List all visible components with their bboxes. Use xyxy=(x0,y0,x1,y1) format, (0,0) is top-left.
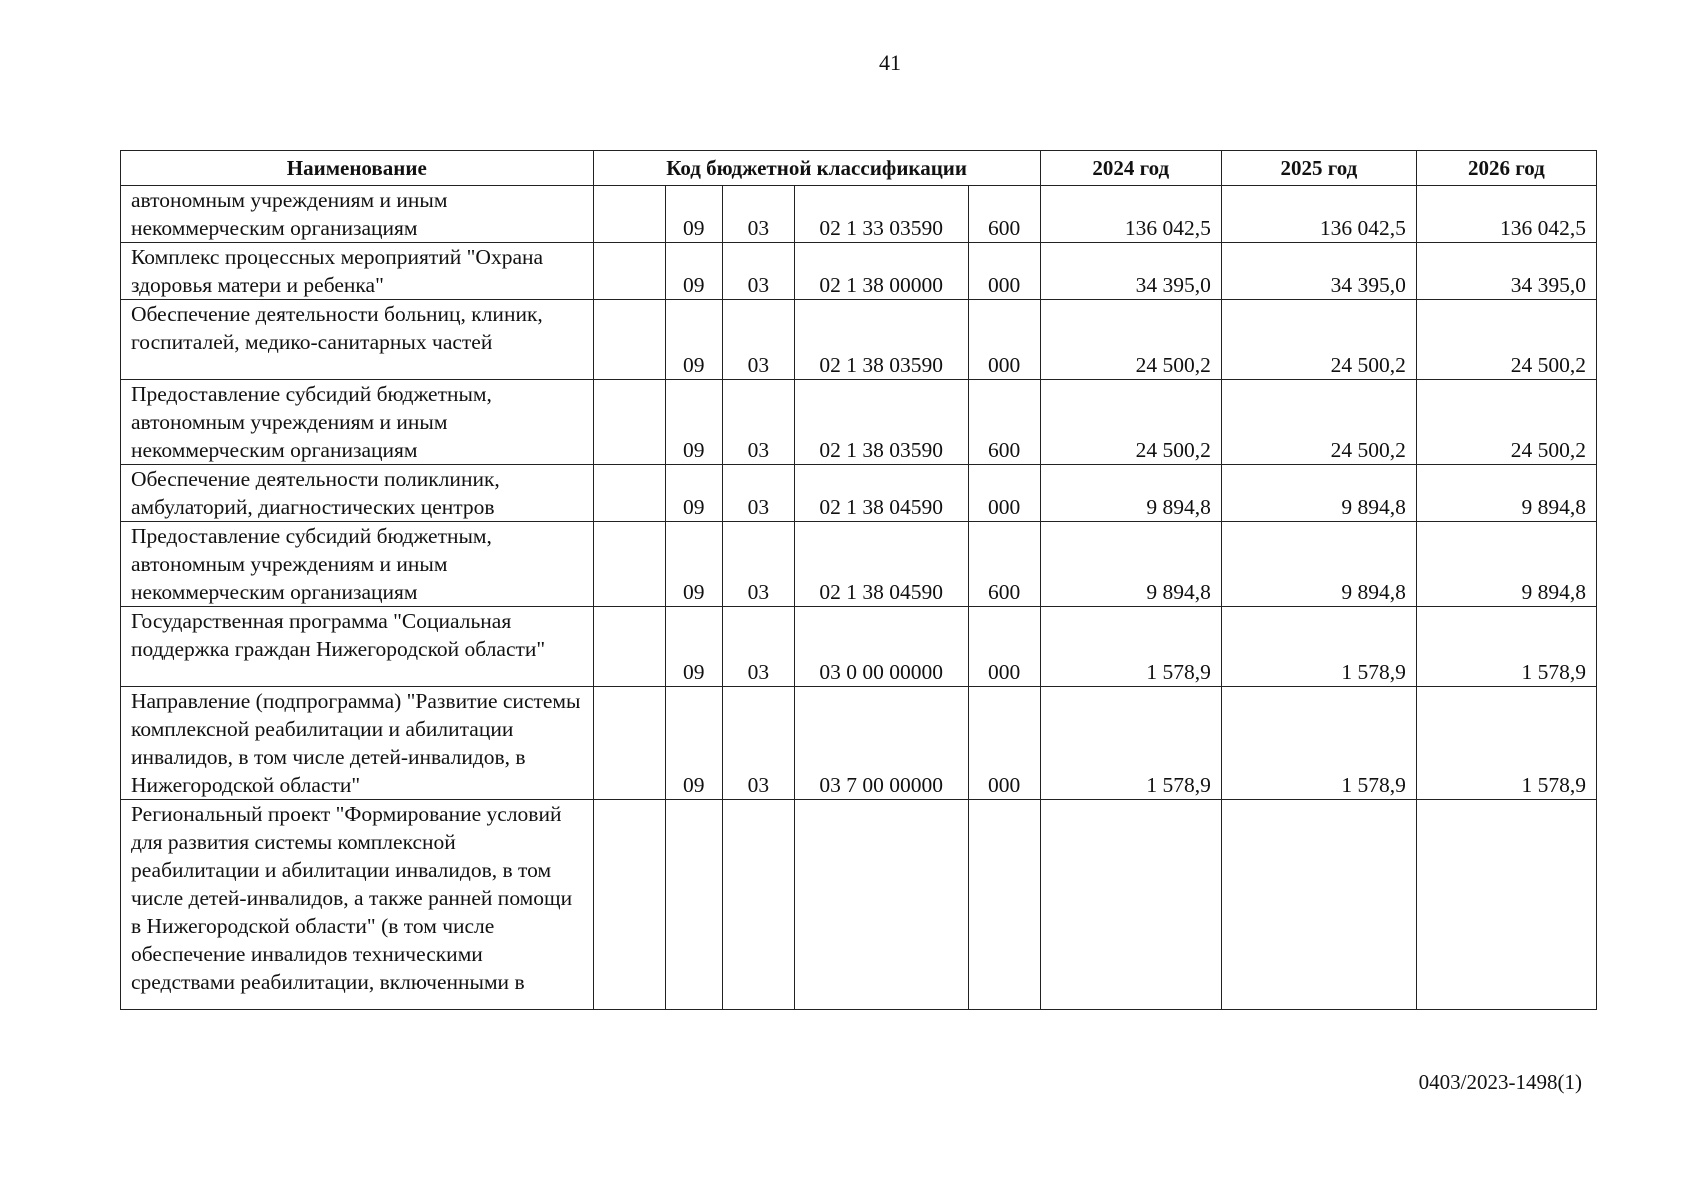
table-row xyxy=(121,687,1597,800)
row-name: Предоставление субсидий бюджетным, автономным учреждениям и иным некоммерческим организациям xyxy=(121,380,594,465)
row-code-subdivision: 03 xyxy=(722,607,794,687)
row-code-expense-type: 000 xyxy=(968,607,1040,687)
row-value-2025: 1 578,9 xyxy=(1221,687,1416,800)
row-value-2026: 24 500,2 xyxy=(1416,380,1596,465)
row-value-2024: 24 500,2 xyxy=(1040,300,1221,380)
page-number: 41 xyxy=(879,50,901,75)
row-code-section xyxy=(593,800,665,1010)
row-value-2025: 9 894,8 xyxy=(1221,465,1416,522)
row-name: Предоставление субсидий бюджетным, автономным учреждениям и иным некоммерческим организациям xyxy=(121,522,594,607)
row-code-expense-type: 000 xyxy=(968,243,1040,300)
row-code-division: 09 xyxy=(665,186,722,243)
row-name: Обеспечение деятельности больниц, клиник, госпиталей, медико-санитарных частей xyxy=(121,300,594,380)
header-2024: 2024 год xyxy=(1040,151,1221,186)
row-value-2025: 9 894,8 xyxy=(1221,522,1416,607)
row-code-section xyxy=(593,465,665,522)
row-code-division xyxy=(665,800,722,1010)
row-code-division: 09 xyxy=(665,522,722,607)
row-value-2026: 9 894,8 xyxy=(1416,465,1596,522)
row-name: Обеспечение деятельности поликлиник, амбулаторий, диагностических центров xyxy=(121,465,594,522)
header-code: Код бюджетной классификации xyxy=(593,151,1040,186)
row-code-subdivision: 03 xyxy=(722,465,794,522)
row-code-division: 09 xyxy=(665,300,722,380)
row-code-section xyxy=(593,186,665,243)
table-header-row xyxy=(121,151,1597,186)
row-value-2024: 9 894,8 xyxy=(1040,465,1221,522)
row-code-section xyxy=(593,522,665,607)
row-value-2024 xyxy=(1040,800,1221,1010)
row-value-2026: 1 578,9 xyxy=(1416,687,1596,800)
row-code-division: 09 xyxy=(665,380,722,465)
row-value-2026: 136 042,5 xyxy=(1416,186,1596,243)
row-value-2024: 136 042,5 xyxy=(1040,186,1221,243)
row-code-division: 09 xyxy=(665,607,722,687)
row-value-2024: 9 894,8 xyxy=(1040,522,1221,607)
row-code-target: 02 1 33 03590 xyxy=(794,186,968,243)
row-code-target: 02 1 38 03590 xyxy=(794,380,968,465)
row-value-2024: 1 578,9 xyxy=(1040,607,1221,687)
document-code: 0403/2023-1498(1) xyxy=(1418,1070,1582,1094)
row-value-2024: 34 395,0 xyxy=(1040,243,1221,300)
row-value-2025: 24 500,2 xyxy=(1221,380,1416,465)
row-code-section xyxy=(593,243,665,300)
header-2025: 2025 год xyxy=(1221,151,1416,186)
table-row xyxy=(121,186,1597,243)
row-code-subdivision: 03 xyxy=(722,687,794,800)
row-code-target: 02 1 38 00000 xyxy=(794,243,968,300)
header-name: Наименование xyxy=(121,151,594,186)
row-code-expense-type: 000 xyxy=(968,300,1040,380)
row-code-section xyxy=(593,380,665,465)
row-code-subdivision: 03 xyxy=(722,300,794,380)
row-code-expense-type: 000 xyxy=(968,687,1040,800)
row-code-target: 02 1 38 04590 xyxy=(794,465,968,522)
row-code-section xyxy=(593,687,665,800)
budget-table xyxy=(120,150,1597,1010)
table-row xyxy=(121,300,1597,380)
row-name: Направление (подпрограмма) "Развитие системы комплексной реабилитации и абилитации инвалидов, в том числе детей-инвалидов, в Нижегородской области" xyxy=(121,687,594,800)
row-code-expense-type: 600 xyxy=(968,186,1040,243)
row-value-2025 xyxy=(1221,800,1416,1010)
row-code-target: 03 7 00 00000 xyxy=(794,687,968,800)
table-row xyxy=(121,607,1597,687)
row-value-2026: 34 395,0 xyxy=(1416,243,1596,300)
row-value-2025: 1 578,9 xyxy=(1221,607,1416,687)
row-value-2026: 9 894,8 xyxy=(1416,522,1596,607)
table-row xyxy=(121,522,1597,607)
table-row xyxy=(121,243,1597,300)
row-value-2024: 24 500,2 xyxy=(1040,380,1221,465)
row-name: Государственная программа "Социальная поддержка граждан Нижегородской области" xyxy=(121,607,594,687)
row-value-2025: 24 500,2 xyxy=(1221,300,1416,380)
row-name: автономным учреждениям и иным некоммерческим организациям xyxy=(121,186,594,243)
row-code-division: 09 xyxy=(665,465,722,522)
row-value-2026 xyxy=(1416,800,1596,1010)
row-value-2026: 24 500,2 xyxy=(1416,300,1596,380)
row-code-target: 02 1 38 03590 xyxy=(794,300,968,380)
row-value-2025: 136 042,5 xyxy=(1221,186,1416,243)
row-code-division: 09 xyxy=(665,687,722,800)
row-code-division: 09 xyxy=(665,243,722,300)
row-value-2025: 34 395,0 xyxy=(1221,243,1416,300)
row-code-target: 02 1 38 04590 xyxy=(794,522,968,607)
row-code-subdivision: 03 xyxy=(722,186,794,243)
row-code-subdivision: 03 xyxy=(722,243,794,300)
row-code-target xyxy=(794,800,968,1010)
row-code-target: 03 0 00 00000 xyxy=(794,607,968,687)
row-code-expense-type: 600 xyxy=(968,522,1040,607)
row-code-expense-type xyxy=(968,800,1040,1010)
row-code-subdivision: 03 xyxy=(722,380,794,465)
row-value-2026: 1 578,9 xyxy=(1416,607,1596,687)
row-name: Комплекс процессных мероприятий "Охрана здоровья матери и ребенка" xyxy=(121,243,594,300)
table-row xyxy=(121,380,1597,465)
row-code-section xyxy=(593,607,665,687)
row-code-subdivision xyxy=(722,800,794,1010)
row-value-2024: 1 578,9 xyxy=(1040,687,1221,800)
header-2026: 2026 год xyxy=(1416,151,1596,186)
row-code-section xyxy=(593,300,665,380)
table-row xyxy=(121,465,1597,522)
row-code-expense-type: 000 xyxy=(968,465,1040,522)
row-code-subdivision: 03 xyxy=(722,522,794,607)
row-name: Региональный проект "Формирование условий для развития системы комплексной реабилитации и абилитации инвалидов, в том числе детей-инвалидов, а также ранней помощи в Нижегородской области" (в том числе обеспечение инвалидов техническими средствами реабилитации, включенными в xyxy=(121,800,594,1010)
row-code-expense-type: 600 xyxy=(968,380,1040,465)
table-row xyxy=(121,800,1597,1010)
